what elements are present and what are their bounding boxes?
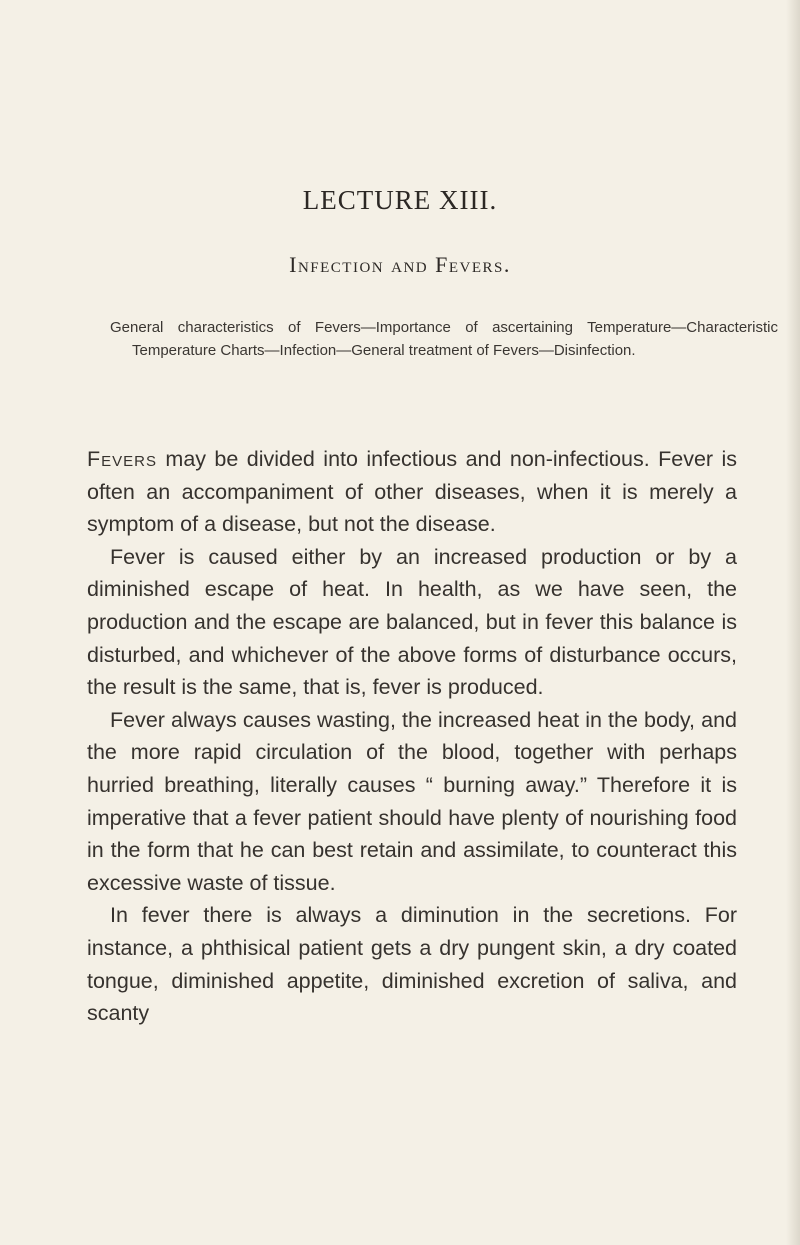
paragraph-lead-word: Fevers bbox=[87, 447, 157, 471]
lecture-title: LECTURE XIII. bbox=[302, 185, 498, 215]
paragraph-text: may be divided into infectious and non-infectious. Fever is often an accompaniment of other diseases, when it is merely a symptom of a disease, but not the disease. bbox=[87, 447, 737, 537]
paragraph: Fever is caused either by an increased production or by a diminished escape of heat. In health, as we have seen, the production and the escape are balanced, but in fever this balance is disturbed, and whichever of the above forms of disturbance occurs, the result is the same, that is, fever is produced. bbox=[87, 544, 737, 700]
paragraph: In fever there is always a diminution in the secretions. For instance, a phthisical patient gets a dry pungent skin, a dry coated tongue, diminished appetite, diminished excretion of saliva, and scanty bbox=[87, 903, 737, 1026]
body-text bbox=[87, 443, 737, 1030]
paragraph bbox=[87, 443, 737, 541]
paragraph: Fever always causes wasting, the increased heat in the body, and the more rapid circulation of the blood, together with perhaps hurried breathing, literally causes “ burning away.” Therefore it is imperative that a fever patient should have plenty of nourishing food in the form that he can best retain and assimilate, to counteract this excessive waste of tissue. bbox=[87, 707, 737, 895]
section-title: Infection and Fevers. bbox=[289, 252, 511, 277]
chapter-synopsis: General characteristics of Fevers—Importance of ascertaining Temperature—Characteristic Temperature Charts—Infection—General treatment of Fevers—Disinfection. bbox=[110, 319, 778, 359]
